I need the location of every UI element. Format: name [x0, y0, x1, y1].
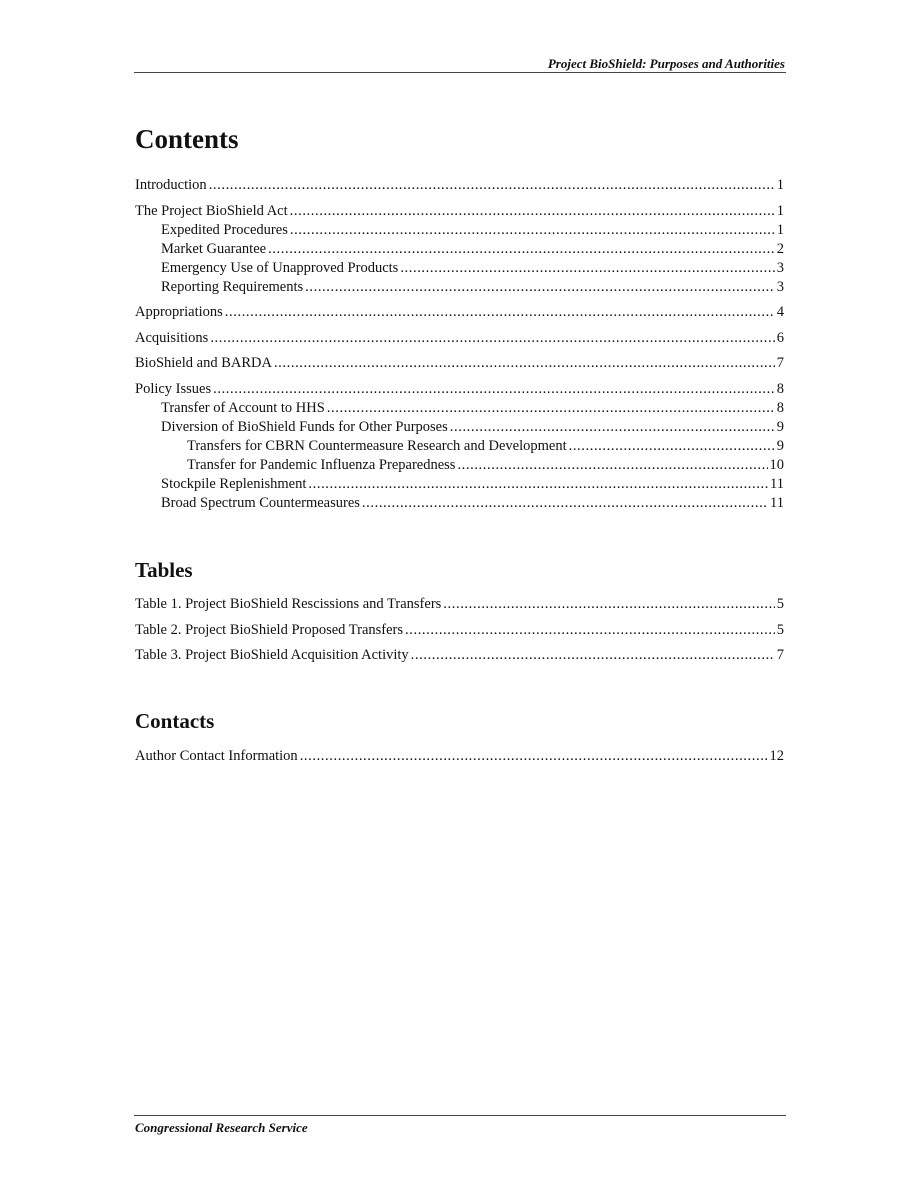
- toc-entry-title: Reporting Requirements: [161, 278, 304, 295]
- dot-leader: [405, 621, 775, 640]
- dot-leader: [450, 418, 775, 437]
- toc-entry-page: 1: [776, 177, 784, 193]
- toc-entry-table-3[interactable]: [135, 646, 784, 665]
- toc-entry-author-contact[interactable]: [135, 747, 784, 766]
- dot-leader: [327, 399, 775, 418]
- contents-heading: Contents: [135, 124, 239, 154]
- toc-entry-page: 8: [776, 399, 784, 416]
- dot-leader: [300, 747, 768, 766]
- contacts-list: [135, 747, 784, 766]
- toc-entry-page: 11: [770, 494, 784, 511]
- dot-leader: [443, 595, 774, 614]
- toc-entry-page: 8: [776, 380, 784, 397]
- toc-entry-title: Transfer of Account to HHS: [161, 399, 325, 416]
- toc-entry-title: Transfers for CBRN Countermeasure Research and Development: [187, 437, 567, 454]
- dot-leader: [411, 646, 775, 665]
- contents-list: [135, 176, 784, 513]
- toc-entry-title: Broad Spectrum Countermeasures: [161, 494, 360, 511]
- toc-entry-emergency-use[interactable]: [135, 259, 784, 278]
- dot-leader: [362, 494, 768, 513]
- tables-list: [135, 595, 784, 665]
- dot-leader: [290, 221, 775, 240]
- toc-entry-transfers-cbrn[interactable]: [135, 437, 784, 456]
- toc-entry-title: Policy Issues: [135, 380, 212, 397]
- toc-entry-title: Author Contact Information: [135, 748, 298, 764]
- toc-entry-page: 1: [776, 202, 784, 219]
- toc-entry-title: Table 2. Project BioShield Proposed Transfers: [135, 621, 404, 638]
- toc-entry-title: The Project BioShield Act: [135, 202, 288, 219]
- toc-entry-diversion-funds[interactable]: [135, 418, 784, 437]
- toc-entry-title: Acquisitions: [135, 329, 209, 346]
- dot-leader: [400, 259, 774, 278]
- toc-entry-title: Emergency Use of Unapproved Products: [161, 259, 399, 276]
- toc-entry-transfer-account[interactable]: [135, 399, 784, 418]
- toc-entry-page: 5: [776, 596, 784, 612]
- toc-entry-table-2[interactable]: [135, 621, 784, 640]
- toc-entry-page: 3: [776, 278, 784, 295]
- running-header: Project BioShield: Purposes and Authorities: [547, 56, 785, 71]
- toc-entry-stockpile[interactable]: [135, 475, 784, 494]
- toc-entry-title: Transfer for Pandemic Influenza Preparedness: [187, 456, 456, 473]
- dot-leader: [225, 303, 775, 322]
- tables-heading: Tables: [135, 558, 193, 582]
- toc-entry-transfer-pandemic[interactable]: [135, 456, 784, 475]
- toc-entry-title: Stockpile Replenishment: [161, 475, 307, 492]
- toc-entry-bioshield-barda[interactable]: [135, 354, 784, 373]
- toc-entry-reporting-requirements[interactable]: [135, 278, 784, 297]
- toc-entry-page: 12: [769, 748, 784, 764]
- toc-entry-page: 11: [770, 475, 784, 492]
- toc-entry-title: Appropriations: [135, 304, 223, 320]
- toc-entry-title: BioShield and BARDA: [135, 355, 272, 371]
- dot-leader: [213, 380, 775, 399]
- dot-leader: [210, 329, 774, 348]
- toc-entry-appropriations[interactable]: [135, 303, 784, 322]
- footer-organization: Congressional Research Service: [135, 1120, 308, 1135]
- toc-entry-page: 9: [776, 437, 784, 454]
- toc-entry-policy-issues[interactable]: [135, 380, 784, 399]
- toc-entry-broad-spectrum[interactable]: [135, 494, 784, 513]
- toc-entry-table-1[interactable]: [135, 595, 784, 614]
- dot-leader: [290, 202, 775, 221]
- dot-leader: [305, 278, 775, 297]
- toc-entry-title: Introduction: [135, 177, 207, 193]
- toc-entry-page: 7: [776, 355, 784, 371]
- toc-entry-page: 3: [776, 259, 784, 276]
- dot-leader: [274, 354, 775, 373]
- dot-leader: [457, 456, 767, 475]
- toc-entry-title: Table 1. Project BioShield Rescissions and Transfers: [135, 596, 442, 612]
- header-rule: [134, 72, 786, 73]
- toc-entry-page: 7: [776, 647, 784, 663]
- dot-leader: [308, 475, 768, 494]
- contacts-heading: Contacts: [135, 709, 215, 733]
- toc-entry-page: 5: [776, 621, 784, 638]
- toc-entry-page: 9: [776, 418, 784, 435]
- toc-entry-expedited-procedures[interactable]: [135, 221, 784, 240]
- toc-entry-page: 4: [776, 304, 784, 320]
- toc-entry-title: Expedited Procedures: [161, 221, 288, 238]
- dot-leader: [209, 176, 775, 195]
- dot-leader: [268, 240, 775, 259]
- toc-entry-page: 6: [776, 329, 784, 346]
- toc-entry-introduction[interactable]: [135, 176, 784, 195]
- toc-entry-title: Table 3. Project BioShield Acquisition Activity: [135, 647, 409, 663]
- toc-entry-title: Diversion of BioShield Funds for Other Purposes: [161, 418, 448, 435]
- footer-rule: [134, 1115, 786, 1116]
- toc-entry-page: 1: [776, 221, 784, 238]
- toc-entry-title: Market Guarantee: [161, 240, 267, 257]
- toc-entry-acquisitions[interactable]: [135, 329, 784, 348]
- toc-entry-page: 10: [769, 456, 784, 473]
- toc-entry-market-guarantee[interactable]: [135, 240, 784, 259]
- toc-entry-page: 2: [776, 240, 784, 257]
- toc-entry-bioshield-act[interactable]: [135, 202, 784, 221]
- dot-leader: [569, 437, 775, 456]
